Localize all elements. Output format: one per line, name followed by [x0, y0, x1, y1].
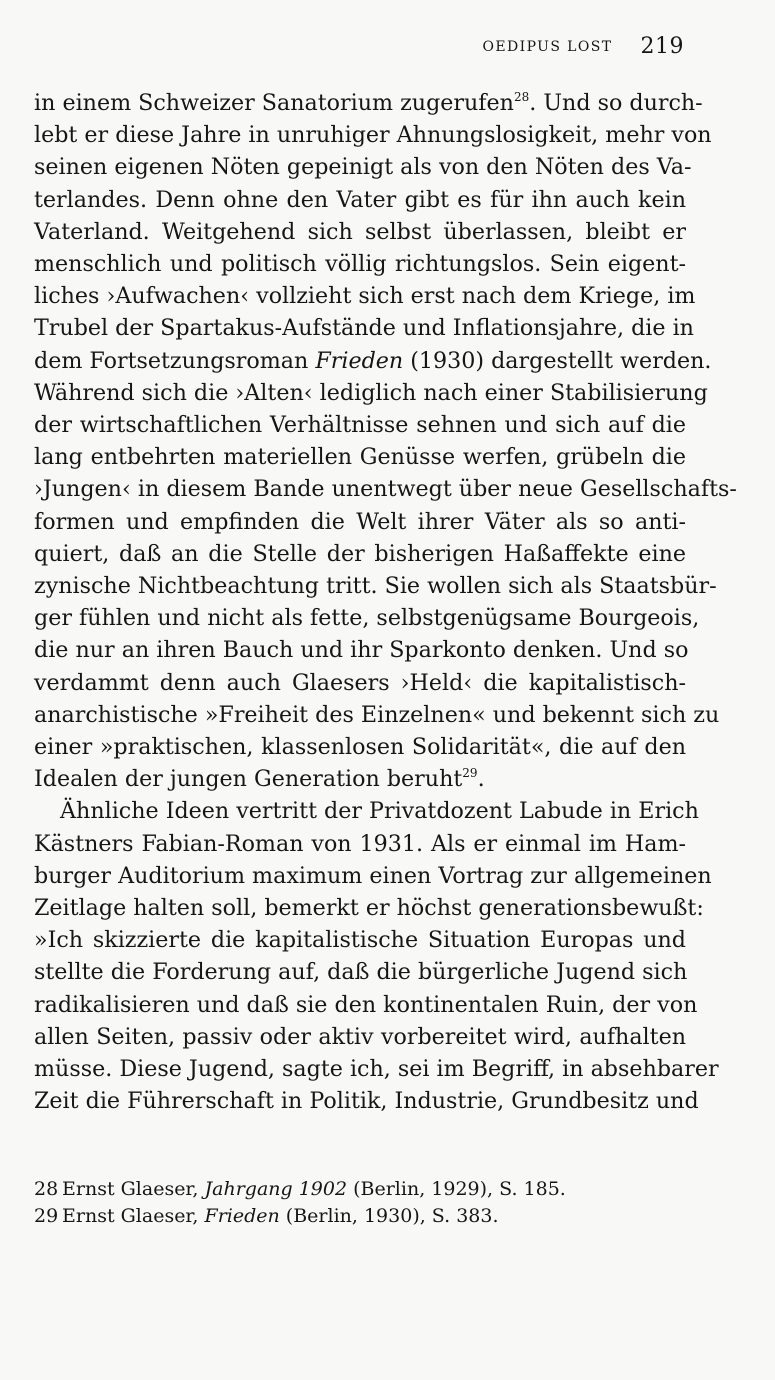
text-line: liches ›Aufwachen‹ vollzieht sich erst nach dem Kriege, im [34, 283, 696, 310]
footnotes [34, 1176, 686, 1230]
text-line: Während sich die ›Alten‹ lediglich nach einer Stabilisierung [34, 379, 708, 406]
page-number: 219 [640, 34, 684, 59]
text-line: burger Auditorium maximum einen Vortrag zur allgemeinen [34, 862, 712, 889]
text-line: anarchistische »Freiheit des Einzelnen« und bekennt sich zu [34, 701, 720, 728]
text-line: der wirtschaftlichen Verhältnisse sehnen und sich auf die [34, 412, 686, 439]
footnote-ref-29[interactable]: 29 [462, 766, 478, 781]
text-line: menschlich und politisch völlig richtungslos. Sein eigent- [34, 251, 686, 278]
paragraph-1 [34, 87, 737, 795]
paragraph-2 [34, 795, 719, 1117]
running-head-title: OEDIPUS LOST [482, 39, 613, 55]
text-line: Zeit die Führerschaft in Politik, Industrie, Grundbesitz und [34, 1088, 699, 1115]
footnote-number: 29 [34, 1205, 59, 1227]
footnote-book-title: Jahrgang 1902 [204, 1178, 348, 1200]
footnote-ref-28[interactable]: 28 [513, 90, 530, 104]
running-head [34, 34, 684, 59]
text-line: lang entbehrten materiellen Genüsse werfen, grübeln die [34, 444, 686, 471]
text-line: zynische Nichtbeachtung tritt. Sie wollen sich als Staatsbür- [34, 573, 717, 600]
text-line: stellte die Forderung auf, daß die bürgerliche Jugend sich [34, 959, 688, 986]
text-line: müsse. Diese Jugend, sagte ich, sei im Begriff, in absehbarer [34, 1056, 719, 1083]
footnote-book-title: Frieden [204, 1205, 280, 1227]
text-line: Trubel der Spartakus-Aufstände und Inflationsjahre, die in [34, 315, 694, 342]
text-line: radikalisieren und daß sie den kontinentalen Ruin, der von [34, 991, 698, 1018]
text-line: die nur an ihren Bauch und ihr Sparkonto denken. Und so [34, 637, 689, 664]
text-line: Kästners Fabian-Roman von 1931. Als er einmal im Ham- [34, 830, 686, 857]
text-line: ›Jungen‹ in diesem Bande unentwegt über neue Gesellschafts- [34, 476, 737, 503]
text-line: verdammt denn auch Glaesers ›Held‹ die kapitalistisch- [34, 669, 686, 696]
text-line: Zeitlage halten soll, bemerkt er höchst generationsbewußt: [34, 895, 704, 922]
text-line: Vaterland. Weitgehend sich selbst überlassen, bleibt er [34, 218, 686, 245]
footnote-29: 29 Ernst Glaeser, Frieden (Berlin, 1930), S. 383. [34, 1203, 686, 1230]
text-line: einer »praktischen, klassenlosen Solidarität«, die auf den [34, 734, 686, 761]
body-text [34, 87, 737, 1118]
text-line: ger fühlen und nicht als fette, selbstgenügsame Bourgeois, [34, 605, 700, 632]
text-line: formen und empfinden die Welt ihrer Väter als so anti- [34, 508, 686, 535]
text-line: »Ich skizzierte die kapitalistische Situation Europas und [34, 927, 686, 954]
book-title-frieden: Frieden [315, 347, 404, 374]
text-line: quiert, daß an die Stelle der bisherigen Haßaffekte eine [34, 540, 686, 567]
text-line: Ähnliche Ideen vertritt der Privatdozent Labude in Erich [60, 798, 699, 825]
text-line: allen Seiten, passiv oder aktiv vorbereitet wird, aufhalten [34, 1023, 686, 1050]
footnote-number: 28 [34, 1178, 59, 1200]
text-line: terlandes. Denn ohne den Vater gibt es für ihn auch kein [34, 186, 686, 213]
text-line: Idealen der jungen Generation beruht$^{29}$. [34, 766, 485, 793]
text-line: in einem Schweizer Sanatorium zugerufen$^{28}$. Und so durch- [34, 90, 703, 116]
footnote-28: 28 Ernst Glaeser, Jahrgang 1902 (Berlin, 1929), S. 185. [34, 1176, 686, 1203]
text-line: dem Fortsetzungsroman Frieden (1930) dargestellt werden. [34, 347, 712, 374]
text-line: seinen eigenen Nöten gepeinigt als von den Nöten des Va- [34, 154, 692, 181]
text-line: lebt er diese Jahre in unruhiger Ahnungslosigkeit, mehr von [34, 122, 712, 149]
